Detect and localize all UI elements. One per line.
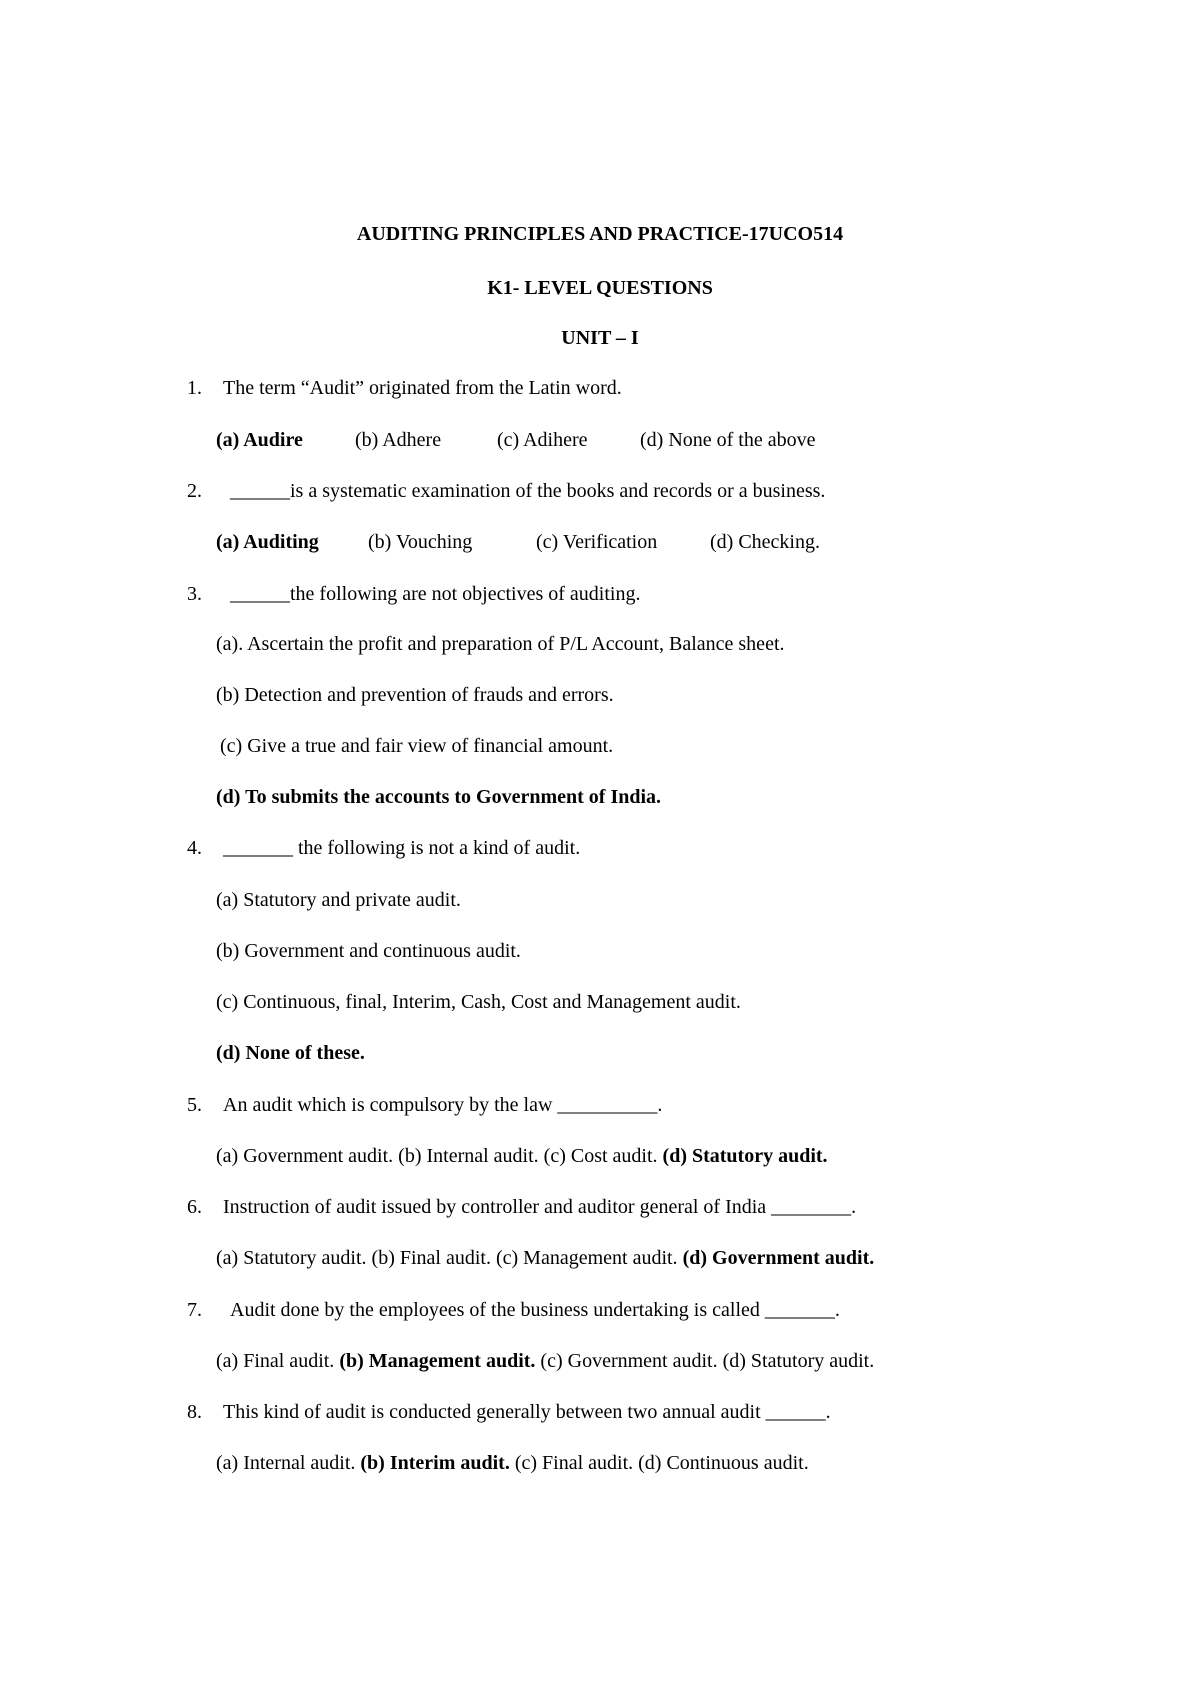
question-number: 1. — [187, 377, 202, 399]
question-number: 4. — [187, 837, 202, 859]
question-text: Audit done by the employees of the business undertaking is called _______. — [230, 1299, 840, 1321]
option-d: (d) None of these. — [216, 1042, 365, 1064]
question-text: Instruction of audit issued by controller and auditor general of India ________. — [223, 1196, 857, 1218]
option-a: (a) Final audit. — [216, 1350, 335, 1372]
question-number: 3. — [187, 583, 202, 605]
option-d: (d) Government audit. — [682, 1247, 875, 1269]
option-c: (c) Management audit. — [495, 1247, 678, 1269]
option-b: (b) Final audit. — [371, 1247, 491, 1269]
option-b: (b) Vouching — [368, 531, 473, 553]
option-c: (c) Verification — [536, 531, 658, 553]
question-text: This kind of audit is conducted generally between two annual audit ______. — [223, 1401, 831, 1423]
option-a: (a) Auditing — [216, 531, 319, 553]
option-b: (b) Interim audit. — [360, 1452, 510, 1474]
question-text: _______ the following is not a kind of audit. — [223, 837, 581, 859]
question-text: ______the following are not objectives of auditing. — [230, 583, 641, 605]
option-c: (c) Government audit. — [540, 1350, 718, 1372]
option-b: (b) Adhere — [355, 429, 442, 451]
answer-options — [216, 1451, 809, 1475]
option-c: (c) Adihere — [497, 429, 588, 451]
question-text: An audit which is compulsory by the law __________. — [223, 1094, 663, 1116]
answer-options — [216, 1349, 874, 1373]
option-c: (c) Give a true and fair view of financial amount. — [220, 735, 614, 757]
option-a: (a). Ascertain the profit and preparation of P/L Account, Balance sheet. — [216, 633, 785, 655]
option-d: (d) To submits the accounts to Government of India. — [216, 786, 662, 808]
option-d: (d) None of the above — [640, 429, 816, 451]
document-subtitle: K1- LEVEL QUESTIONS — [487, 277, 713, 299]
answer-options — [216, 1144, 828, 1168]
option-d: (d) Statutory audit. — [662, 1145, 828, 1167]
answer-options — [216, 1246, 874, 1270]
option-d: (d) Checking. — [710, 531, 820, 553]
question-number: 6. — [187, 1196, 202, 1218]
option-b: (b) Government and continuous audit. — [216, 940, 521, 962]
question-text: The term “Audit” originated from the Latin word. — [223, 377, 622, 399]
option-c: (c) Cost audit. — [543, 1145, 658, 1167]
question-number: 8. — [187, 1401, 202, 1423]
option-d: (d) Statutory audit. — [722, 1350, 875, 1372]
option-b: (b) Internal audit. — [398, 1145, 539, 1167]
option-a: (a) Statutory audit. — [216, 1247, 367, 1269]
question-text: ______is a systematic examination of the books and records or a business. — [230, 480, 826, 502]
question-number: 2. — [187, 480, 202, 502]
option-b: (b) Detection and prevention of frauds and errors. — [216, 684, 614, 706]
option-d: (d) Continuous audit. — [638, 1452, 809, 1474]
document-title: AUDITING PRINCIPLES AND PRACTICE-17UCO514 — [356, 223, 844, 245]
option-a: (a) Internal audit. — [216, 1452, 356, 1474]
option-a: (a) Government audit. — [216, 1145, 394, 1167]
option-c: (c) Continuous, final, Interim, Cash, Cost and Management audit. — [216, 991, 741, 1013]
question-number: 5. — [187, 1094, 202, 1116]
option-a: (a) Statutory and private audit. — [216, 889, 461, 911]
question-number: 7. — [187, 1299, 202, 1321]
option-b: (b) Management audit. — [339, 1350, 536, 1372]
option-c: (c) Final audit. — [514, 1452, 634, 1474]
option-a: (a) Audire — [216, 429, 303, 451]
unit-heading: UNIT – I — [561, 327, 639, 349]
